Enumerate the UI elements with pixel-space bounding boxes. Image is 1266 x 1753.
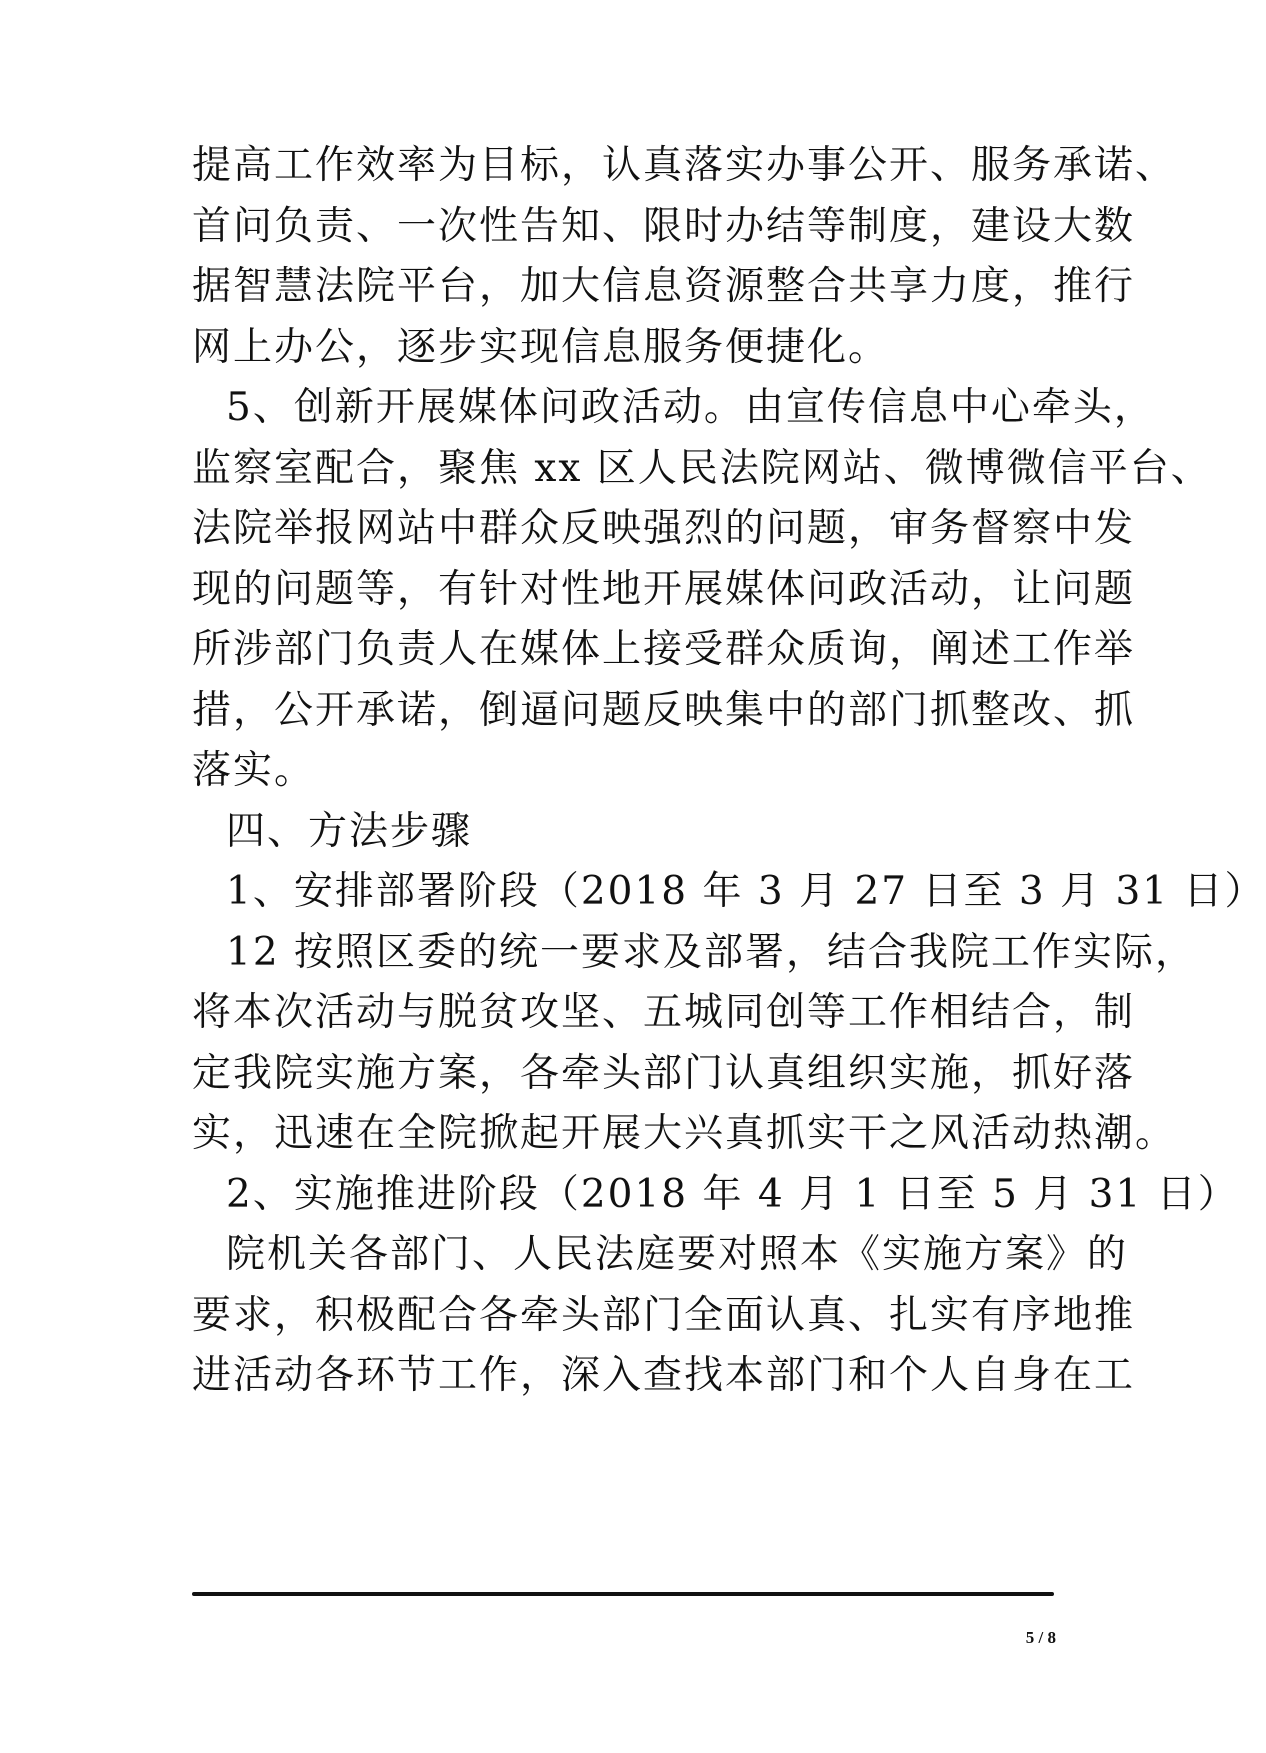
text-line: 将本次活动与脱贫攻坚、五城同创等工作相结合，制 bbox=[192, 990, 1136, 1035]
text-line: 实，迅速在全院掀起开展大兴真抓实干之风活动热潮。 bbox=[192, 1111, 1177, 1156]
text-line: 监察室配合，聚焦 xx 区人民法院网站、微博微信平台、 bbox=[192, 445, 1212, 491]
text-line: 法院举报网站中群众反映强烈的问题，审务督察中发 bbox=[192, 506, 1136, 551]
document-body bbox=[192, 136, 1266, 1407]
text-line: 首问负责、一次性告知、限时办结等制度，建设大数 bbox=[192, 203, 1136, 249]
text-line: 措，公开承诺，倒逼问题反映集中的部门抓整改、抓 bbox=[192, 687, 1136, 733]
text-line: 12 按照区委的统一要求及部署，结合我院工作实际， bbox=[226, 929, 1197, 975]
text-line: 院机关各部门、人民法庭要对照本《实施方案》的 bbox=[226, 1232, 1129, 1277]
text-line: 网上办公，逐步实现信息服务便捷化。 bbox=[192, 324, 890, 370]
text-line: 5、创新开展媒体问政活动。由宣传信息中心牵头， bbox=[226, 385, 1155, 430]
text-line: 现的问题等，有针对性地开展媒体问政活动，让问题 bbox=[192, 566, 1136, 612]
text-line: 所涉部门负责人在媒体上接受群众质询，阐述工作举 bbox=[192, 627, 1136, 672]
text-line: 四、方法步骤 bbox=[226, 808, 473, 854]
text-line: 定我院实施方案，各牵头部门认真组织实施，抓好落 bbox=[192, 1050, 1136, 1096]
text-line: 2、实施推进阶段（2018 年 4 月 1 日至 5 月 31 日） bbox=[226, 1171, 1239, 1217]
page-number: 5 / 8 bbox=[1025, 1628, 1056, 1647]
text-line: 落实。 bbox=[192, 748, 316, 793]
footer-divider bbox=[192, 1592, 1054, 1596]
text-line: 提高工作效率为目标，认真落实办事公开、服务承诺、 bbox=[192, 143, 1177, 188]
text-line: 进活动各环节工作，深入查找本部门和个人自身在工 bbox=[192, 1353, 1136, 1398]
text-line: 1、安排部署阶段（2018 年 3 月 27 日至 3 月 31 日） bbox=[226, 869, 1266, 914]
text-line: 据智慧法院平台，加大信息资源整合共享力度，推行 bbox=[192, 264, 1136, 309]
text-line: 要求，积极配合各牵头部门全面认真、扎实有序地推 bbox=[192, 1292, 1136, 1338]
